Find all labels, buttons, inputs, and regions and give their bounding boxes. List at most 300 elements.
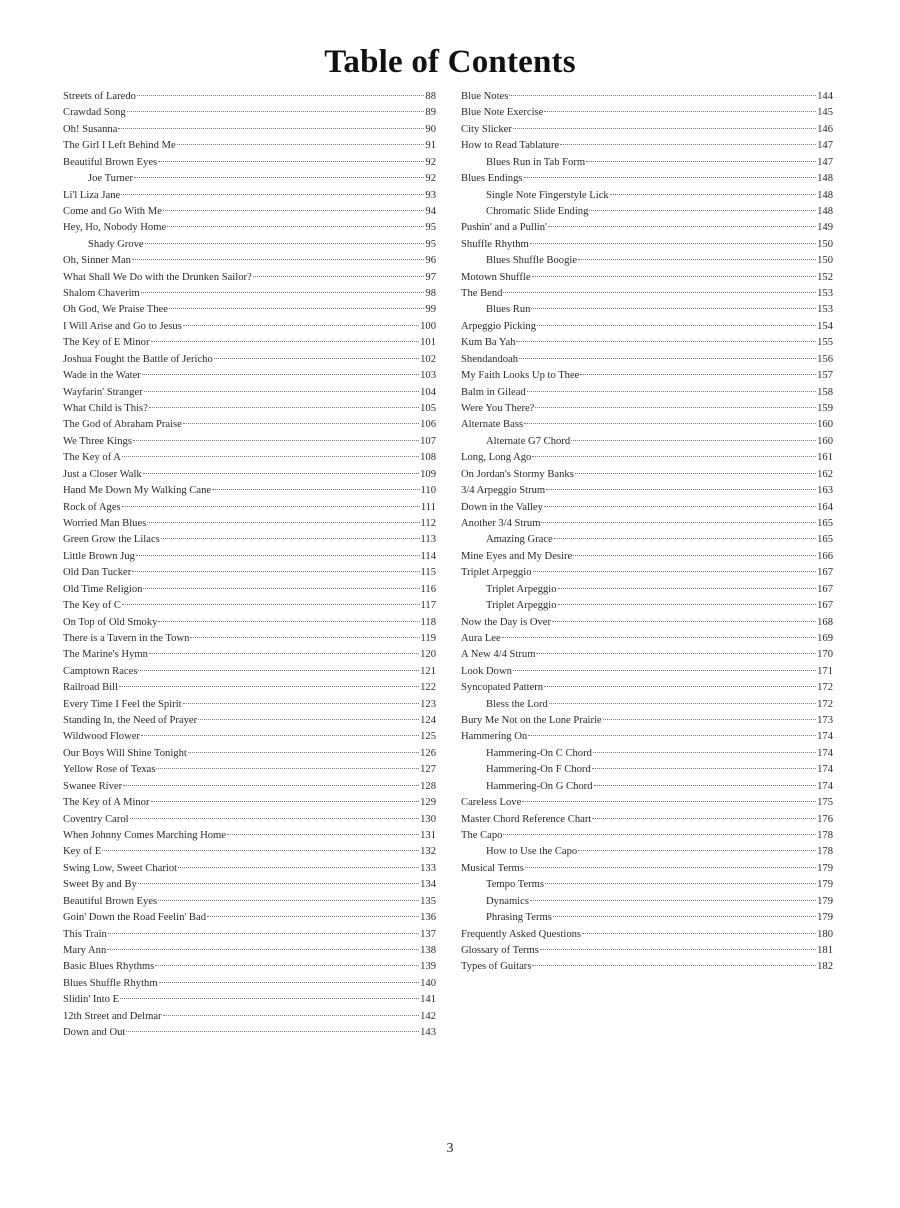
toc-entry-page: 102	[420, 353, 436, 365]
dot-leader	[553, 916, 816, 917]
toc-entry[interactable]	[461, 532, 833, 548]
dot-leader	[549, 703, 816, 704]
toc-entry[interactable]	[63, 927, 436, 943]
toc-entry[interactable]	[63, 976, 436, 992]
toc-entry-page: 146	[817, 123, 833, 135]
toc-entry-page: 114	[420, 550, 436, 562]
toc-entry-page: 176	[817, 813, 833, 825]
toc-entry-page: 136	[420, 912, 436, 924]
toc-entry[interactable]	[461, 220, 833, 236]
toc-entry[interactable]	[461, 417, 833, 433]
toc-entry-title: Shendandoah	[461, 353, 519, 365]
toc-entry-title: My Faith Looks Up to Thee	[461, 370, 580, 382]
toc-entry[interactable]	[63, 89, 436, 105]
toc-entry[interactable]	[63, 877, 436, 893]
toc-entry[interactable]	[461, 549, 833, 565]
toc-entry-page: 144	[817, 91, 833, 102]
toc-entry-page: 141	[420, 994, 436, 1006]
toc-entry[interactable]	[63, 434, 436, 450]
toc-entry-title: Hammering-On C Chord	[486, 747, 592, 759]
toc-entry[interactable]	[63, 401, 436, 417]
toc-entry-page: 178	[817, 829, 833, 841]
toc-entry-title: Pushin' and a Pullin'	[461, 222, 547, 234]
toc-entry[interactable]	[63, 270, 436, 286]
toc-entry[interactable]	[461, 401, 833, 417]
toc-entry[interactable]	[461, 352, 833, 368]
toc-entry[interactable]	[461, 631, 833, 647]
toc-entry-title: Hammering-On F Chord	[486, 764, 591, 776]
toc-entry-title: Key of E	[63, 846, 102, 858]
toc-entry[interactable]	[63, 713, 436, 729]
toc-entry[interactable]	[63, 828, 436, 844]
toc-entry-title: The Key of A Minor	[63, 797, 150, 809]
toc-entry-title: Hammering On	[461, 731, 528, 743]
toc-entry[interactable]	[461, 483, 833, 499]
toc-entry-page: 143	[420, 1027, 436, 1039]
toc-entry[interactable]	[461, 910, 833, 926]
toc-entry[interactable]	[63, 138, 436, 154]
toc-entry[interactable]	[63, 631, 436, 647]
toc-entry-title: There is a Tavern in the Town	[63, 632, 190, 644]
dot-leader	[253, 276, 425, 277]
toc-entry[interactable]	[461, 959, 833, 975]
toc-entry-page: 130	[420, 813, 436, 825]
toc-entry-title: Musical Terms	[461, 862, 524, 874]
dot-leader	[198, 719, 419, 720]
toc-entry[interactable]	[461, 500, 833, 516]
toc-entry[interactable]	[461, 204, 833, 220]
dot-leader	[126, 1031, 419, 1032]
toc-entry-title: Blues Run in Tab Form	[486, 156, 586, 168]
toc-entry[interactable]	[461, 927, 833, 943]
dot-leader	[178, 867, 419, 868]
toc-entry[interactable]	[461, 812, 833, 828]
toc-entry-page: 147	[817, 156, 833, 168]
dot-leader	[558, 588, 817, 589]
toc-entry[interactable]	[63, 549, 436, 565]
dot-leader	[107, 949, 419, 950]
toc-entry-title: Were You There?	[461, 403, 535, 415]
dot-leader	[188, 752, 419, 753]
toc-entry-title: Frequently Asked Questions	[461, 928, 582, 940]
toc-entry-page: 170	[817, 649, 833, 661]
page-title: Table of Contents	[324, 44, 576, 80]
dot-leader	[513, 128, 816, 129]
dot-leader	[593, 752, 816, 753]
dot-leader	[122, 506, 420, 507]
toc-entry-page: 148	[817, 205, 833, 217]
toc-entry-page: 116	[420, 583, 436, 595]
toc-entry-title: Wade in the Water	[63, 370, 141, 382]
toc-entry[interactable]	[63, 647, 436, 663]
toc-entry-page: 100	[420, 320, 436, 332]
dot-leader	[532, 456, 816, 457]
dot-leader	[138, 670, 419, 671]
dot-leader	[151, 341, 420, 342]
toc-entry[interactable]	[461, 89, 833, 105]
toc-entry[interactable]	[63, 582, 436, 598]
toc-entry[interactable]	[461, 861, 833, 877]
toc-entry[interactable]	[461, 270, 833, 286]
toc-entry[interactable]	[63, 302, 436, 318]
toc-entry-title: Look Down	[461, 665, 512, 677]
toc-entry-title: Goin' Down the Road Feelin' Bad	[63, 912, 206, 924]
toc-entry-page: 162	[817, 468, 833, 480]
dot-leader	[533, 571, 817, 572]
toc-entry-page: 171	[817, 665, 833, 677]
toc-entry-title: The Key of E Minor	[63, 337, 150, 349]
dot-leader	[147, 522, 419, 523]
toc-entry-page: 120	[420, 649, 436, 661]
dot-leader	[528, 735, 816, 736]
toc-entry-title: Shalom Chaverim	[63, 288, 140, 300]
dot-leader	[227, 834, 419, 835]
toc-entry-page: 147	[817, 140, 833, 152]
toc-entry[interactable]	[461, 894, 833, 910]
toc-entry-title: Beautiful Brown Eyes	[63, 895, 158, 907]
toc-entry-page: 153	[817, 288, 833, 300]
toc-entry[interactable]	[461, 697, 833, 713]
dot-leader	[130, 818, 419, 819]
toc-entry-page: 117	[420, 600, 436, 612]
dot-leader	[141, 292, 425, 293]
toc-entry[interactable]	[461, 615, 833, 631]
dot-leader	[546, 489, 816, 490]
toc-entry-title: Motown Shuffle	[461, 271, 531, 283]
dot-leader	[531, 308, 816, 309]
toc-entry-title: Oh! Susanna	[63, 123, 118, 135]
toc-entry-title: Master Chord Reference Chart	[461, 813, 592, 825]
toc-entry[interactable]	[63, 992, 436, 1008]
toc-entry-page: 164	[817, 501, 833, 513]
toc-entry-title: Little Brown Jug	[63, 550, 135, 562]
toc-entry[interactable]	[63, 237, 436, 253]
toc-entry[interactable]	[63, 615, 436, 631]
toc-entry[interactable]	[63, 1009, 436, 1025]
toc-entry-page: 110	[420, 485, 436, 497]
dot-leader	[592, 768, 816, 769]
toc-entry-title: Swing Low, Sweet Chariot	[63, 862, 178, 874]
toc-entry-title: Blues Shuffle Boogie	[486, 255, 578, 267]
toc-entry-title: A New 4/4 Strum	[461, 649, 536, 661]
dot-leader	[575, 473, 816, 474]
toc-entry-title: Alternate G7 Chord	[486, 435, 571, 447]
toc-entry-page: 96	[425, 255, 436, 267]
toc-entry-page: 92	[425, 173, 436, 185]
toc-entry[interactable]	[63, 795, 436, 811]
dot-leader	[516, 341, 816, 342]
toc-entry-page: 173	[817, 715, 833, 727]
toc-entry[interactable]	[63, 844, 436, 860]
toc-entry-page: 98	[425, 288, 436, 300]
toc-entry[interactable]	[63, 204, 436, 220]
toc-entry[interactable]	[461, 680, 833, 696]
toc-entry[interactable]	[63, 188, 436, 204]
toc-entry-title: Blue Notes	[461, 91, 509, 102]
toc-entry-page: 139	[420, 961, 436, 973]
dot-leader	[537, 325, 816, 326]
toc-entry[interactable]	[63, 483, 436, 499]
dot-leader	[122, 604, 420, 605]
toc-entry-page: 97	[425, 271, 436, 283]
toc-entry[interactable]	[63, 697, 436, 713]
toc-entry[interactable]	[461, 188, 833, 204]
dot-leader	[603, 719, 816, 720]
toc-entry-title: Wayfarin' Stranger	[63, 386, 143, 398]
toc-entry-page: 182	[817, 961, 833, 973]
toc-entry[interactable]	[461, 319, 833, 335]
toc-entry[interactable]	[461, 467, 833, 483]
toc-entry-title: Old Time Religion	[63, 583, 143, 595]
toc-entry-title: Phrasing Terms	[486, 912, 552, 924]
toc-entry[interactable]	[63, 220, 436, 236]
toc-entry-title: Another 3/4 Strum	[461, 517, 541, 529]
toc-entry[interactable]	[461, 286, 833, 302]
toc-entry[interactable]	[63, 155, 436, 171]
toc-entry[interactable]	[461, 434, 833, 450]
dot-leader	[183, 703, 420, 704]
toc-entry[interactable]	[461, 565, 833, 581]
dot-leader	[169, 308, 424, 309]
dot-leader	[560, 144, 816, 145]
toc-entry[interactable]	[63, 122, 436, 138]
toc-entry-page: 133	[420, 862, 436, 874]
toc-entry-title: The Girl I Left Behind Me	[63, 140, 176, 152]
toc-entry[interactable]	[63, 680, 436, 696]
toc-entry[interactable]	[461, 385, 833, 401]
dot-leader	[149, 653, 419, 654]
toc-entry[interactable]	[461, 368, 833, 384]
toc-entry-title: This Train	[63, 928, 107, 940]
toc-entry[interactable]	[63, 253, 436, 269]
toc-entry[interactable]	[461, 795, 833, 811]
toc-entry[interactable]	[63, 385, 436, 401]
dot-leader	[610, 194, 816, 195]
dot-leader	[133, 440, 419, 441]
toc-entry[interactable]	[63, 417, 436, 433]
dot-leader	[544, 506, 816, 507]
toc-entry-title: Blues Endings	[461, 173, 523, 185]
toc-entry-page: 175	[817, 797, 833, 809]
toc-entry[interactable]	[63, 910, 436, 926]
toc-entry-page: 149	[817, 222, 833, 234]
toc-entry[interactable]	[63, 368, 436, 384]
dot-leader	[513, 670, 816, 671]
toc-entry[interactable]	[63, 516, 436, 532]
toc-entry-page: 169	[817, 632, 833, 644]
toc-entry[interactable]	[461, 138, 833, 154]
toc-entry-page: 93	[425, 189, 436, 201]
dot-leader	[137, 95, 424, 96]
toc-entry[interactable]	[63, 779, 436, 795]
toc-entry[interactable]	[63, 171, 436, 187]
toc-entry-title: The Key of C	[63, 600, 121, 612]
toc-entry[interactable]	[461, 122, 833, 138]
toc-entry-page: 121	[420, 665, 436, 677]
dot-leader	[167, 226, 424, 227]
toc-entry-title: Glossary of Terms	[461, 944, 539, 956]
toc-entry-title: Our Boys Will Shine Tonight	[63, 747, 187, 759]
toc-entry[interactable]	[63, 500, 436, 516]
toc-entry[interactable]	[461, 516, 833, 532]
toc-entry[interactable]	[63, 762, 436, 778]
dot-leader	[586, 161, 816, 162]
toc-entry-page: 166	[817, 550, 833, 562]
toc-entry[interactable]	[63, 450, 436, 466]
toc-entry-page: 174	[817, 747, 833, 759]
toc-entry-page: 150	[817, 255, 833, 267]
dot-leader	[119, 686, 419, 687]
dot-leader	[142, 374, 419, 375]
toc-entry[interactable]	[461, 598, 833, 614]
toc-entry-title: Triplet Arpeggio	[461, 567, 532, 579]
toc-entry-title: Wildwood Flower	[63, 731, 140, 743]
toc-entry[interactable]	[63, 664, 436, 680]
dot-leader	[552, 621, 816, 622]
dot-leader	[532, 276, 817, 277]
dot-leader	[149, 407, 419, 408]
toc-entry-page: 167	[817, 600, 833, 612]
toc-entry-title: What Child is This?	[63, 403, 148, 415]
toc-entry[interactable]	[461, 729, 833, 745]
toc-entry[interactable]	[461, 237, 833, 253]
toc-entry-title: The Key of A	[63, 452, 121, 464]
toc-entry-title: Careless Love	[461, 797, 522, 809]
dot-leader	[163, 1015, 420, 1016]
toc-entry[interactable]	[63, 105, 436, 121]
toc-entry-title: How to Read Tablature	[461, 140, 560, 152]
toc-entry-page: 125	[420, 731, 436, 743]
dot-leader	[536, 653, 816, 654]
toc-entry-page: 111	[420, 501, 436, 513]
toc-entry[interactable]	[461, 762, 833, 778]
toc-entry-title: Just a Closer Walk	[63, 468, 142, 480]
toc-entry-title: 3/4 Arpeggio Strum	[461, 485, 546, 497]
dot-leader	[151, 801, 420, 802]
toc-entry[interactable]	[461, 105, 833, 121]
dot-leader	[123, 785, 419, 786]
toc-entry[interactable]	[63, 598, 436, 614]
dot-leader	[530, 243, 816, 244]
toc-entry-page: 150	[817, 238, 833, 250]
toc-entry-page: 89	[425, 107, 436, 119]
toc-entry-page: 88	[425, 91, 436, 102]
toc-left-column	[63, 89, 436, 1041]
toc-entry[interactable]	[461, 450, 833, 466]
toc-entry[interactable]	[461, 171, 833, 187]
toc-entry-title: Streets of Laredo	[63, 91, 136, 102]
toc-entry[interactable]	[461, 253, 833, 269]
toc-entry-page: 179	[817, 862, 833, 874]
toc-entry[interactable]	[461, 582, 833, 598]
toc-entry-title: How to Use the Capo	[486, 846, 578, 858]
toc-entry[interactable]	[63, 532, 436, 548]
toc-entry[interactable]	[63, 894, 436, 910]
dot-leader	[127, 111, 425, 112]
toc-entry[interactable]	[63, 943, 436, 959]
dot-leader	[544, 686, 816, 687]
dot-leader	[554, 538, 816, 539]
dot-leader	[503, 292, 816, 293]
toc-entry-title: Sweet By and By	[63, 879, 137, 891]
toc-entry[interactable]	[461, 943, 833, 959]
dot-leader	[134, 177, 424, 178]
toc-entry-title: Joe Turner	[88, 173, 134, 185]
toc-entry-page: 158	[817, 386, 833, 398]
toc-entry-page: 140	[420, 977, 436, 989]
toc-entry-title: Down and Out	[63, 1027, 126, 1039]
toc-entry[interactable]	[461, 877, 833, 893]
toc-entry-page: 174	[817, 764, 833, 776]
toc-entry-title: Shady Grove	[88, 238, 144, 250]
toc-entry-page: 91	[425, 140, 436, 152]
dot-leader	[571, 440, 816, 441]
toc-entry[interactable]	[63, 1025, 436, 1041]
toc-entry[interactable]	[63, 861, 436, 877]
toc-entry[interactable]	[461, 664, 833, 680]
toc-entry[interactable]	[461, 335, 833, 351]
toc-entry-page: 112	[420, 517, 436, 529]
toc-entry-page: 118	[420, 616, 436, 628]
toc-entry[interactable]	[461, 713, 833, 729]
toc-entry[interactable]	[461, 828, 833, 844]
toc-entry-page: 90	[425, 123, 436, 135]
dot-leader	[212, 489, 419, 490]
toc-entry[interactable]	[461, 647, 833, 663]
dot-leader	[132, 259, 424, 260]
toc-entry-page: 101	[420, 337, 436, 349]
toc-entry-page: 123	[420, 698, 436, 710]
toc-entry-title: The Marine's Hymn	[63, 649, 148, 661]
toc-entry[interactable]	[63, 335, 436, 351]
toc-entry[interactable]	[461, 779, 833, 795]
toc-entry[interactable]	[63, 959, 436, 975]
dot-leader	[102, 850, 419, 851]
toc-entry-page: 174	[817, 780, 833, 792]
toc-entry[interactable]	[63, 746, 436, 762]
dot-leader	[132, 571, 419, 572]
dot-leader	[522, 801, 816, 802]
toc-entry[interactable]	[63, 319, 436, 335]
toc-entry-title: Mine Eyes and My Desire	[461, 550, 573, 562]
dot-leader	[544, 111, 816, 112]
dot-leader	[509, 95, 816, 96]
toc-entry[interactable]	[461, 155, 833, 171]
toc-entry[interactable]	[63, 352, 436, 368]
toc-entry-page: 115	[420, 567, 436, 579]
toc-entry-page: 159	[817, 403, 833, 415]
toc-entry-page: 160	[817, 435, 833, 447]
toc-entry-title: Long, Long Ago	[461, 452, 532, 464]
toc-entry[interactable]	[461, 746, 833, 762]
toc-entry[interactable]	[63, 467, 436, 483]
toc-entry[interactable]	[461, 844, 833, 860]
toc-entry[interactable]	[63, 729, 436, 745]
toc-entry[interactable]	[63, 565, 436, 581]
toc-entry-title: Tempo Terms	[486, 879, 545, 891]
toc-entry[interactable]	[63, 812, 436, 828]
toc-entry[interactable]	[63, 286, 436, 302]
toc-entry-title: Bury Me Not on the Lone Prairie	[461, 715, 602, 727]
dot-leader	[163, 210, 425, 211]
toc-entry[interactable]	[461, 302, 833, 318]
toc-entry-page: 148	[817, 189, 833, 201]
toc-entry-title: Single Note Fingerstyle Lick	[486, 189, 609, 201]
toc-entry-page: 95	[425, 222, 436, 234]
toc-entry-title: Joshua Fought the Battle of Jericho	[63, 353, 213, 365]
dot-leader	[582, 933, 816, 934]
dot-leader	[592, 818, 816, 819]
